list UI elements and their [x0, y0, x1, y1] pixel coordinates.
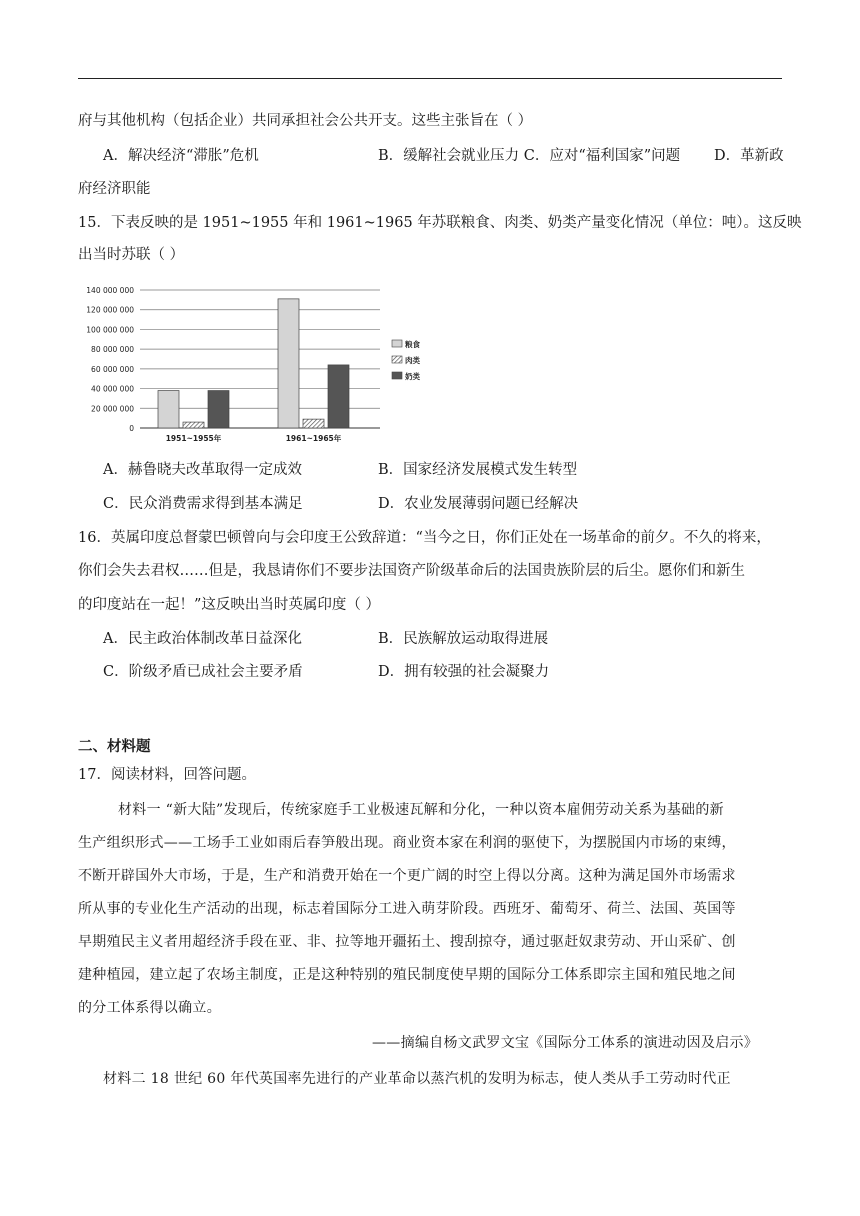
- section-title: 二、材料题: [78, 738, 151, 755]
- y-tick-label: 80 000 000: [91, 345, 134, 355]
- y-tick-label: 120 000 000: [86, 305, 134, 315]
- material1-source: ——摘编自杨文武罗文宝《国际分工体系的演进动因及启示》: [372, 1035, 759, 1051]
- q14-line1: 府与其他机构（包括企业）共同承担社会公共开支。这些主张旨在（ ）: [78, 113, 533, 129]
- bar-1-0: [183, 422, 204, 428]
- legend-label: 肉类: [405, 356, 420, 365]
- legend-swatch: [392, 356, 402, 363]
- material1-line: 的分工体系得以确立。: [78, 1000, 221, 1016]
- legend-swatch: [392, 372, 402, 379]
- q16-option-d: D．拥有较强的社会凝聚力: [378, 664, 550, 680]
- q16-option-b: B．民族解放运动取得进展: [378, 631, 549, 647]
- q15-option-b: B．国家经济发展模式发生转型: [378, 462, 578, 478]
- header-rule: [78, 78, 782, 79]
- x-tick-label: 1951~1955年: [165, 434, 222, 443]
- y-tick-label: 0: [129, 424, 134, 433]
- q14-option-b-c: B．缓解社会就业压力 C．应对“福利国家”问题: [378, 148, 681, 164]
- material2-line: 材料二 18 世纪 60 年代英国率先进行的产业革命以蒸汽机的发明为标志，使人类从手工劳动时代正: [103, 1071, 731, 1087]
- q15-option-a: A．赫鲁晓夫改革取得一定成效: [103, 462, 302, 478]
- q16-line2: 你们会失去君权……但是，我恳请你们不要步法国资产阶级革命后的法国贵族阶层的后尘。愿你们和新生: [78, 563, 745, 579]
- material1-line: 材料一 “新大陆”发现后，传统家庭手工业极速瓦解和分化，一种以资本雇佣劳动关系为基础的新: [118, 802, 724, 818]
- y-tick-label: 20 000 000: [91, 404, 134, 414]
- legend-label: 奶类: [405, 372, 420, 381]
- bar-0-0: [158, 391, 179, 428]
- q16-option-a: A．民主政治体制改革日益深化: [103, 631, 302, 647]
- material1-line: 所从事的专业化生产活动的出现，标志着国际分工进入萌芽阶段。西班牙、葡萄牙、荷兰、法国、英国等: [78, 901, 736, 917]
- q14-option-d-cont: 府经济职能: [78, 181, 151, 197]
- y-tick-label: 60 000 000: [91, 364, 134, 374]
- material1-line: 生产组织形式——工场手工业如雨后春笋般出现。商业资本家在利润的驱使下，为摆脱国内市场的束缚，: [78, 835, 736, 851]
- legend-swatch: [392, 340, 402, 347]
- legend-label: 粮食: [405, 340, 420, 349]
- bar-1-1: [303, 419, 324, 428]
- x-tick-label: 1961~1965年: [285, 434, 342, 443]
- q16-line1: 16．英属印度总督蒙巴顿曾向与会印度王公致辞道：“当今之日，你们正处在一场革命的前夕。不久的将来，: [78, 530, 771, 546]
- q15-option-c: C．民众消费需求得到基本满足: [103, 496, 303, 512]
- q15-line1: 15．下表反映的是 1951~1955 年和 1961~1965 年苏联粮食、肉类、奶类产量变化情况（单位：吨）。这反映: [78, 215, 802, 231]
- q15-line2: 出当时苏联（ ）: [78, 247, 185, 263]
- material1-line: 不断开辟国外大市场，于是，生产和消费开始在一个更广阔的时空上得以分离。这种为满足国外市场需求: [78, 868, 736, 884]
- q14-option-d: D．革新政: [714, 148, 784, 164]
- material1-line: 建种植园，建立起了农场主制度，正是这种特别的殖民制度使早期的国际分工体系即宗主国和殖民地之间: [78, 967, 736, 983]
- production-bar-chart: [78, 280, 418, 450]
- bar-2-0: [208, 391, 229, 428]
- q16-option-c: C．阶级矛盾已成社会主要矛盾: [103, 664, 303, 680]
- q16-line3: 的印度站在一起！”这反映出当时英属印度（ ）: [78, 597, 381, 613]
- q14-option-a: A．解决经济“滞胀”危机: [103, 148, 259, 164]
- bar-0-1: [278, 299, 299, 428]
- y-tick-label: 100 000 000: [86, 325, 134, 335]
- y-tick-label: 40 000 000: [91, 384, 134, 394]
- bar-2-1: [328, 365, 349, 428]
- q17-prompt: 17．阅读材料，回答问题。: [78, 767, 256, 783]
- q15-option-d: D．农业发展薄弱问题已经解决: [378, 496, 579, 512]
- y-tick-label: 140 000 000: [86, 286, 134, 295]
- material1-line: 早期殖民主义者用超经济手段在亚、非、拉等地开疆拓土、搜刮掠夺，通过驱赶奴隶劳动、开山采矿、创: [78, 934, 736, 950]
